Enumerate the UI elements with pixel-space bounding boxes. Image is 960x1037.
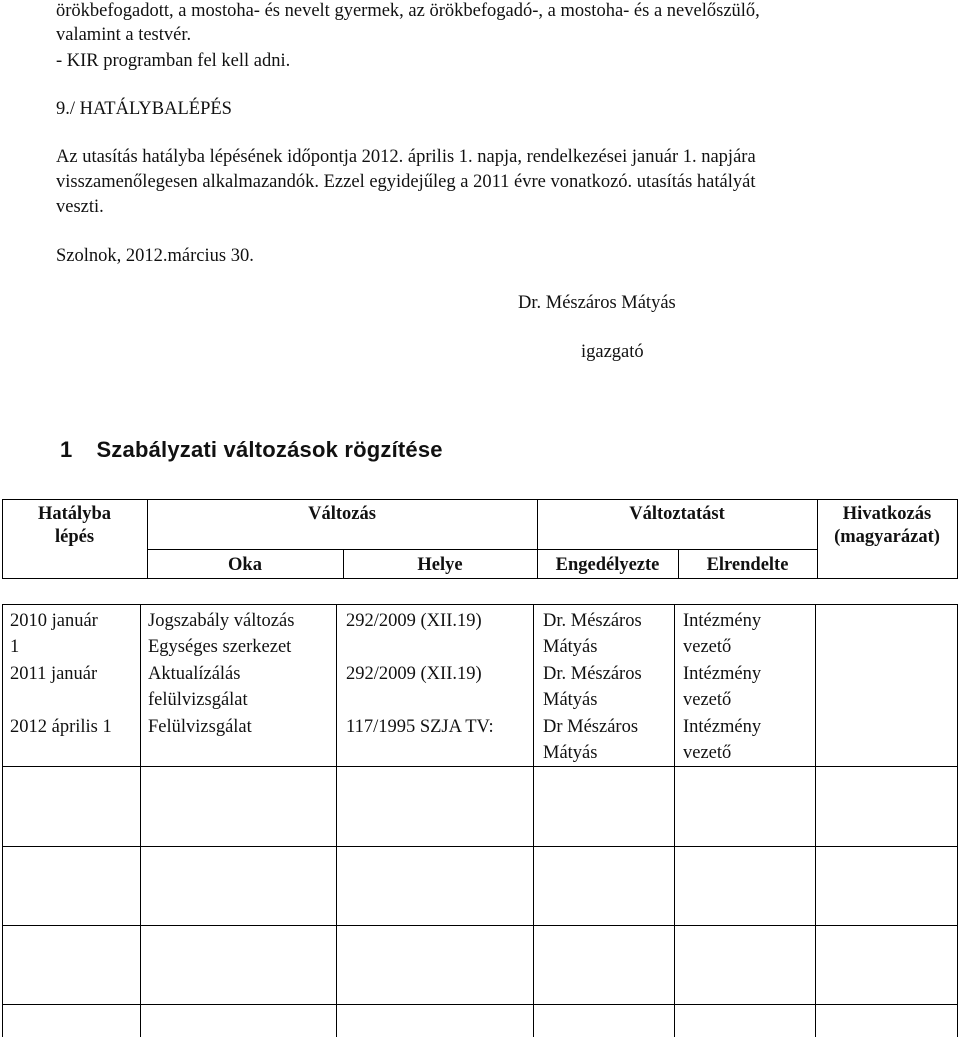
row-reason: Felülvizsgálat [148,717,252,737]
paragraph-line-1: Az utasítás hatályba lépésének időpontja 2012. április 1. napja, rendelkezései január 1. napjára [56,147,756,167]
row-ordered-line2: vezető [683,690,732,710]
row-ordered [683,661,761,713]
row-reason [148,608,294,660]
row-reason [148,661,248,713]
row-ordered-line1: Intézmény [683,717,762,737]
row-ordered [683,608,761,660]
header-reason: Oka [228,555,262,575]
intro-line-3: - KIR programban fel kell adni. [56,51,291,71]
header-reference [817,503,957,549]
row-ordered-line2: vezető [683,637,732,657]
row-location: 117/1995 SZJA TV: [346,717,494,737]
row-location: 292/2009 (XII.19) [346,611,482,631]
header-change: Változás [308,504,376,524]
row-ordered-line1: Intézmény [683,611,762,631]
header-effective-date-line1: Hatályba [38,504,111,524]
data-border-right [957,604,958,1037]
data-border-5 [815,604,816,1037]
intro-line-1: örökbefogadott, a mostoha- és nevelt gyermek, az örökbefogadó-, a mostoha- és a nevelőszülő, [56,1,760,21]
data-border-1 [140,604,141,1037]
paragraph-line-3: veszti. [56,197,104,217]
paragraph-line-2: visszamenőlegesen alkalmazandók. Ezzel egyidejűleg a 2011 évre vonatkozó. utasítás hatályát [56,172,756,192]
row-ordered-line2: vezető [683,743,732,763]
row-ordered [683,714,761,766]
row-approved-line2: Mátyás [543,637,598,657]
signature-title: igazgató [581,342,644,362]
place-date: Szolnok, 2012.március 30. [56,246,254,266]
heading-title: Szabályzati változások rögzítése [96,437,443,462]
row-approved-line2: Mátyás [543,743,598,763]
row-reason-line2: Egységes szerkezet [148,637,292,657]
row-date-line1: 2011 január [10,664,98,684]
row-location: 292/2009 (XII.19) [346,664,482,684]
header-reference-line2: (magyarázat) [834,527,940,547]
row-date: 2012 április 1 [10,717,112,737]
row-ordered-line1: Intézmény [683,664,762,684]
data-border-2 [336,604,337,1037]
row-approved [543,714,638,766]
row-approved [543,661,642,713]
header-approved: Engedélyezte [555,555,660,575]
row-approved [543,608,642,660]
header-bottom-border [2,578,957,579]
heading-number: 1 [60,437,73,462]
data-row-border-3 [2,925,957,926]
row-approved-line1: Dr. Mészáros [543,664,642,684]
data-top-border [2,604,957,605]
header-reference-line1: Hivatkozás [842,504,932,524]
data-border-left [2,604,3,1037]
header-effective-date [2,503,147,549]
section-heading [60,437,443,463]
row-approved-line2: Mátyás [543,690,598,710]
row-date-line2: 1 [10,637,20,657]
data-border-4 [674,604,675,1037]
intro-line-2: valamint a testvér. [56,25,192,45]
data-row-border-4 [2,1004,957,1005]
header-location: Helye [417,555,463,575]
header-effective-date-line2: lépés [54,527,95,547]
row-reason-line2: felülvizsgálat [148,690,248,710]
data-row-border-1 [2,766,957,767]
row-date [10,608,98,660]
header-top-border [2,499,957,500]
row-date [10,661,97,687]
section-9-title: 9./ HATÁLYBALÉPÉS [56,99,232,119]
data-row-border-2 [2,846,957,847]
row-date-line1: 2010 január [10,611,98,631]
header-mid-border [147,549,817,550]
row-approved-line1: Dr Mészáros [543,717,639,737]
signature-name: Dr. Mészáros Mátyás [518,293,676,313]
data-border-3 [533,604,534,1037]
row-reason-line1: Aktualízálás [148,664,241,684]
row-approved-line1: Dr. Mészáros [543,611,642,631]
header-ordered: Elrendelte [706,555,789,575]
header-border-right [957,499,958,579]
row-reason-line1: Jogszabály változás [148,611,295,631]
header-ordered-by: Változtatást [629,504,725,524]
